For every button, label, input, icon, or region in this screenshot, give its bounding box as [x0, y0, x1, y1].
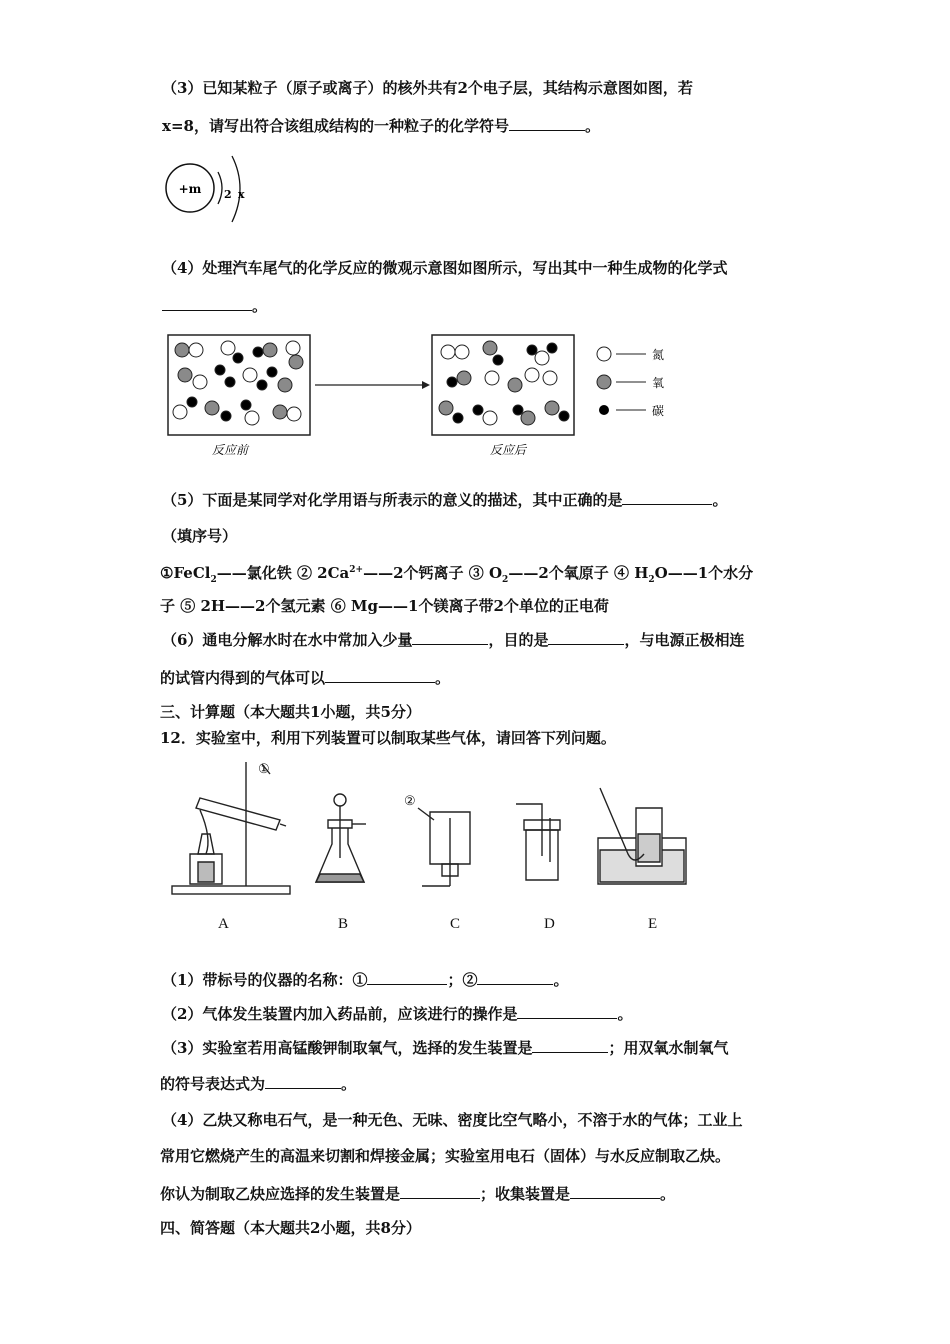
- q5-opt-a: ①FeCl: [160, 564, 211, 582]
- q6-text-c: ，与电源正极相连: [624, 631, 745, 649]
- q4-line2-end: 。: [252, 297, 268, 315]
- apparatus-b: [316, 794, 366, 882]
- legend-oxygen-icon: [597, 375, 611, 389]
- legend: [597, 347, 664, 418]
- apparatus-label-b: B: [338, 916, 349, 932]
- q3-line2-end: 。: [584, 117, 600, 135]
- q6-text-b: ，目的是: [488, 631, 549, 649]
- q4-answer-blank[interactable]: [162, 296, 252, 311]
- q3-answer-blank[interactable]: [509, 116, 585, 131]
- reaction-arrow-icon: [422, 381, 430, 389]
- apparatus-label-d: D: [544, 916, 555, 932]
- q12-p3-blank-1[interactable]: [532, 1038, 608, 1053]
- marker-1: ①: [258, 762, 270, 777]
- legend-label-oxygen: 氧: [652, 376, 665, 390]
- q5-opt-e: O——1个水分: [654, 564, 754, 582]
- q12-p1-text-a: （1）带标号的仪器的名称：①: [162, 971, 368, 989]
- q12-p4-text-a: 你认为制取乙炔应选择的发生装置是: [160, 1185, 401, 1203]
- atom-structure-diagram: [160, 150, 250, 230]
- q6-text-e: 。: [435, 669, 451, 687]
- q12-part1: [162, 970, 568, 990]
- q4-line2: [162, 296, 267, 316]
- q12-p1-blank-1[interactable]: [367, 970, 447, 985]
- q12-p4-text-b: ；收集装置是: [480, 1185, 571, 1203]
- section3-heading: 三、计算题（本大题共1小题，共5分）: [160, 703, 421, 721]
- q12-p2-text-b: 。: [617, 1005, 633, 1023]
- q12-p3-blank-2[interactable]: [265, 1074, 341, 1089]
- section4-heading: 四、简答题（本大题共2小题，共8分）: [160, 1219, 421, 1237]
- q12-p3-text-b: ；用双氧水制氧气: [608, 1039, 729, 1057]
- q5-line2: （填序号）: [162, 527, 238, 545]
- q5-line1: [162, 490, 727, 510]
- legend-nitrogen-icon: [597, 347, 611, 361]
- before-label: 反应前: [212, 443, 249, 457]
- q6-line2: [160, 668, 450, 688]
- q12-p3-text-c: 的符号表达式为: [160, 1075, 266, 1093]
- q5-answer-blank[interactable]: [622, 490, 712, 505]
- q12-p2-blank[interactable]: [517, 1004, 617, 1019]
- reaction-micro-diagram: [160, 330, 680, 465]
- q5-line1-end: 。: [712, 491, 728, 509]
- nucleus-charge: +m: [178, 182, 202, 196]
- legend-carbon-icon: [599, 405, 609, 415]
- q5-opt-sup: 2+: [349, 565, 364, 575]
- apparatus-label-e: E: [648, 916, 658, 932]
- q12-p4-blank-2[interactable]: [570, 1184, 660, 1199]
- shell1-electrons: 2: [224, 188, 232, 201]
- q5-opt-b: ——氯化铁 ② 2Ca: [216, 564, 350, 582]
- q12-part3-line1: [162, 1038, 728, 1058]
- q12-p4-blank-1[interactable]: [400, 1184, 480, 1199]
- q4-line1: （4）处理汽车尾气的化学反应的微观示意图如图所示，写出其中一种生成物的化学式: [162, 259, 728, 277]
- q5-options-line: [160, 560, 753, 590]
- q12-stem: 12．实验室中，利用下列装置可以制取某些气体，请回答下列问题。: [160, 729, 616, 747]
- q6-blank-1[interactable]: [412, 630, 488, 645]
- q12-part4-line3: [160, 1184, 675, 1204]
- q12-part4-line1: （4）乙炔又称电石气，是一种无色、无味、密度比空气略小，不溶于水的气体；工业上: [162, 1111, 743, 1129]
- q3-line2: [162, 116, 600, 136]
- q12-part2: [162, 1004, 632, 1024]
- marker-2: ②: [404, 794, 416, 809]
- after-label: 反应后: [490, 443, 527, 457]
- q5-opt-c: ——2个钙离子 ③ O: [363, 564, 503, 582]
- q6-line1: [162, 630, 744, 650]
- q12-p1-text-b: ；②: [447, 971, 478, 989]
- q12-part3-line2: [160, 1074, 356, 1094]
- q5-opt-sub: 2: [210, 575, 217, 585]
- q12-p1-blank-2[interactable]: [477, 970, 553, 985]
- apparatus-label-a: A: [218, 916, 229, 932]
- legend-label-nitrogen: 氮: [652, 348, 665, 362]
- apparatus-diagram: [160, 758, 720, 938]
- q12-p2-text-a: （2）气体发生装置内加入药品前，应该进行的操作是: [162, 1005, 518, 1023]
- q12-part4-line2: 常用它燃烧产生的高温来切割和焊接金属；实验室用电石（固体）与水反应制取乙炔。: [160, 1147, 731, 1165]
- apparatus-e: [598, 788, 686, 884]
- legend-label-carbon: 碳: [652, 404, 665, 418]
- q5-opt-sub2: 2: [502, 575, 509, 585]
- q12-p3-text-a: （3）实验室若用高锰酸钾制取氧气，选择的发生装置是: [162, 1039, 533, 1057]
- apparatus-c: [418, 808, 470, 886]
- q6-blank-2[interactable]: [548, 630, 624, 645]
- q3-line2-text: x=8，请写出符合该组成结构的一种粒子的化学符号: [162, 117, 509, 135]
- apparatus-label-c: C: [450, 916, 461, 932]
- q12-p1-text-c: 。: [553, 971, 569, 989]
- q5-opt-d: ——2个氧原子 ④ H: [508, 564, 649, 582]
- apparatus-d: [516, 804, 560, 880]
- q6-text-a: （6）通电分解水时在水中常加入少量: [162, 631, 413, 649]
- q5-line4: 子 ⑤ 2H——2个氢元素 ⑥ Mg——1个镁离子带2个单位的正电荷: [160, 597, 609, 615]
- q6-blank-3[interactable]: [325, 668, 435, 683]
- apparatus-a: [172, 762, 290, 894]
- q5-line1-text: （5）下面是某同学对化学用语与所表示的意义的描述，其中正确的是: [162, 491, 623, 509]
- q12-p3-text-d: 。: [341, 1075, 357, 1093]
- shell2-electrons: x: [238, 188, 245, 201]
- q3-line1: （3）已知某粒子（原子或离子）的核外共有2个电子层，其结构示意图如图，若: [162, 79, 693, 97]
- q6-text-d: 的试管内得到的气体可以: [160, 669, 326, 687]
- q5-opt-sub3: 2: [648, 575, 655, 585]
- q12-p4-text-c: 。: [660, 1185, 676, 1203]
